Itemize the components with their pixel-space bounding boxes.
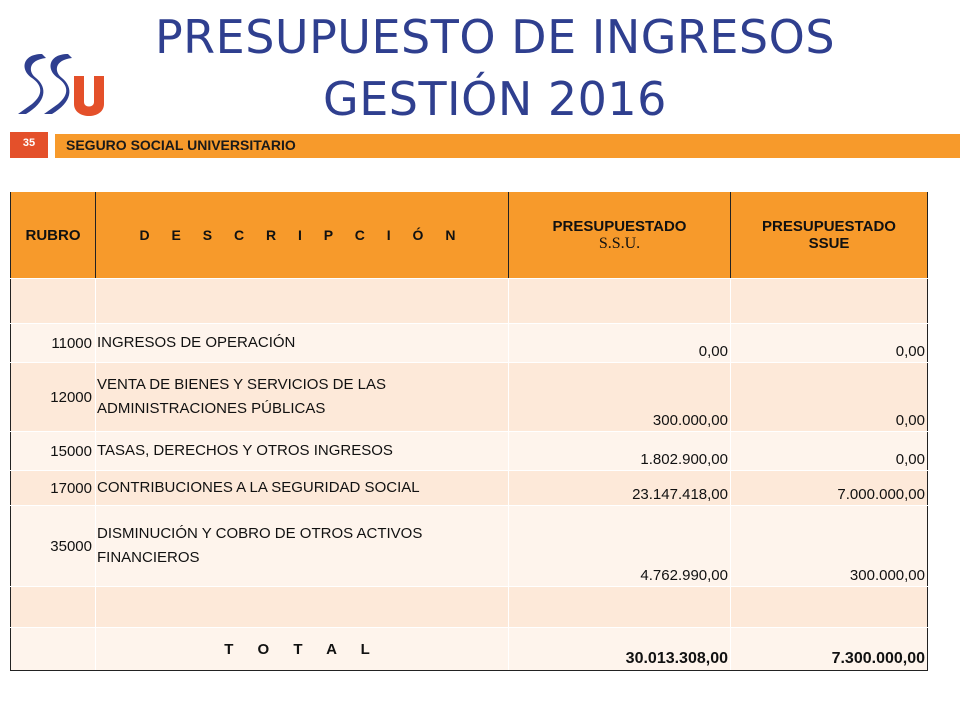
cell-ssu: 4.762.990,00 [509, 506, 731, 587]
header-presupuestado-ssu [509, 192, 731, 279]
table-row-blank [11, 587, 928, 628]
title-line-2: GESTIÓN 2016 [323, 72, 667, 126]
cell-ssue: 0,00 [731, 432, 928, 471]
budget-table [10, 192, 928, 671]
cell-ssu: 0,00 [509, 324, 731, 363]
header-ssue-line1: PRESUPUESTADO [762, 218, 896, 235]
table-row-total [11, 628, 928, 671]
table-row [11, 363, 928, 432]
cell-ssu: 23.147.418,00 [509, 471, 731, 506]
cell-rubro: 11000 [11, 324, 96, 363]
header-presupuestado-ssue [731, 192, 928, 279]
cell-descripcion-line1: DISMINUCIÓN Y COBRO DE OTROS ACTIVOS [97, 525, 423, 542]
header-rubro: RUBRO [11, 192, 96, 279]
total-ssu: 30.013.308,00 [509, 628, 731, 671]
band-divider [48, 134, 55, 158]
header-ssu-line1: PRESUPUESTADO [552, 217, 687, 235]
total-ssue: 7.300.000,00 [731, 628, 928, 671]
table-row-blank [11, 279, 928, 324]
cell-ssue: 7.000.000,00 [731, 471, 928, 506]
cell-descripcion-line2: FINANCIEROS [97, 549, 200, 566]
ssu-logo [12, 48, 112, 124]
table-row [11, 471, 928, 506]
cell-ssu: 300.000,00 [509, 363, 731, 432]
organization-name: SEGURO SOCIAL UNIVERSITARIO [66, 137, 296, 153]
cell-ssue: 300.000,00 [731, 506, 928, 587]
cell-rubro: 35000 [11, 506, 96, 587]
header-ssue-line2: SSUE [808, 235, 850, 252]
cell-ssu: 1.802.900,00 [509, 432, 731, 471]
page-title [120, 6, 870, 130]
cell-descripcion: TASAS, DERECHOS Y OTROS INGRESOS [96, 432, 509, 471]
table-row [11, 324, 928, 363]
cell-rubro: 15000 [11, 432, 96, 471]
table-row [11, 432, 928, 471]
table-row [11, 506, 928, 587]
total-label: T O T A L [96, 628, 509, 671]
cell-descripcion: CONTRIBUCIONES A LA SEGURIDAD SOCIAL [96, 471, 509, 506]
logo-text: SSU [62, 123, 65, 124]
cell-descripcion: INGRESOS DE OPERACIÓN [96, 324, 509, 363]
cell-rubro: 17000 [11, 471, 96, 506]
cell-rubro: 12000 [11, 363, 96, 432]
cell-descripcion-line2: ADMINISTRACIONES PÚBLICAS [97, 400, 326, 417]
cell-ssue: 0,00 [731, 363, 928, 432]
header-descripcion: D E S C R I P C I Ó N [96, 192, 509, 279]
title-line-1: PRESUPUESTO DE INGRESOS [154, 10, 836, 64]
cell-descripcion [96, 363, 509, 432]
header-ssu-line2: S.S.U. [598, 234, 641, 252]
page-number-badge: 35 [10, 132, 48, 158]
table-header-row [11, 192, 928, 279]
cell-descripcion [96, 506, 509, 587]
cell-descripcion-line1: VENTA DE BIENES Y SERVICIOS DE LAS [97, 376, 386, 393]
cell-ssue: 0,00 [731, 324, 928, 363]
